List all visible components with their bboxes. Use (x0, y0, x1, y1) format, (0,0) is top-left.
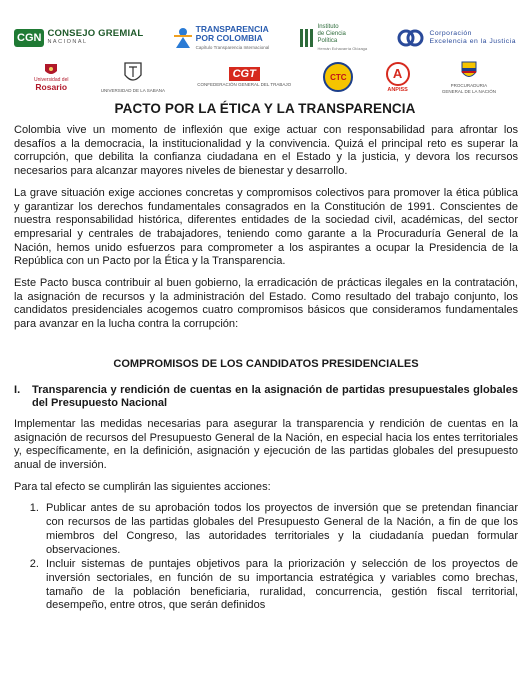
rosario-caption: Universidad del (34, 76, 69, 83)
icp-caption: Hernán Echavarría Olózaga (317, 46, 368, 51)
icp-name-1: Instituto (317, 24, 339, 30)
logos-row-top (14, 22, 516, 54)
paragraph-purpose: Este Pacto busca contribuir al buen gobierno, la erradicación de prácticas ilegales en la contratación, la asignación de recursos y la administración del Estado. Como resultado del trabajo conjunto, los candidatos presidenciales acogemos cuatro compromisos básicos que consideramos fundamentales para avanzar en la lucha contra la corrupción: (14, 277, 518, 331)
cgt-mark: CGT (229, 67, 260, 81)
tpc-caption: Capítulo Transparencia Internacional (195, 44, 270, 50)
sabana-caption: UNIVERSIDAD DE LA SABANA (100, 88, 165, 93)
anpiss-logo (386, 62, 410, 93)
sabana-seal-icon (121, 61, 145, 87)
commitment-intro: Implementar las medidas necesarias para asegurar la transparencia y rendición de cuentas en la asignación de recursos del Presupuesto General de la Nación, en especial hacia los entes territoriales y, específicamente, en la definición, asignación y ejecución de las partidas globales del presupuesto anual de inversión. (14, 417, 518, 472)
procuraduria-caption-1: PROCURADURIA (450, 83, 488, 88)
section-title: COMPROMISOS DE LOS CANDIDATOS PRESIDENCIALES (113, 357, 419, 370)
procuraduria-logo (442, 60, 496, 94)
document-title: PACTO POR LA ÉTICA Y LA TRANSPARENCIA (114, 101, 416, 116)
procuraduria-shield-icon (459, 60, 479, 82)
cgn-logo (14, 29, 143, 47)
commitment-heading (14, 384, 518, 411)
rosario-logo (34, 63, 68, 92)
cgn-name: CONSEJO GREMIAL (47, 28, 144, 39)
icp-bars-icon (299, 27, 315, 49)
list-item: 2. Incluir sistemas de puntajes objetivos para la priorización y selección de los proyectos de inversión sectoriales, en función de su importancia estratégica y variables como brechas, tamaño de la población beneficiaria, ruralidad, concurrencia, gestión fiscal territorial, desempeño, entre otros, que serán definidos (42, 558, 518, 613)
cgn-subname: NACIONAL (47, 39, 88, 45)
anpiss-mark: A (386, 62, 410, 86)
sabana-logo (101, 61, 165, 93)
list-item: 1. Publicar antes de su aprobación todos los proyectos de inversión que se pretendan financiar con recursos de las partidas globales del Presupuesto General de la Nación, a fin de que los miembros del Congreso, las autoridades territoriales y la ciudadanía puedan formular observaciones. (42, 502, 518, 557)
paragraph-situation: La grave situación exige acciones concretas y compromisos colectivos para promover la ética pública y garantizar los derechos fundamentales consagrados en la Constitución de 1991. Conscientes de nuestra responsabilidad histórica, diferentes entidades de la sociedad civil, académicas, del sector empresarial y centrales de trabajadores, teniendo como garante a la Procuraduría General de la Nación, hemos unido esfuerzos para comprometer a los aspirantes a ocupar la Presidencia de la República con un Pacto por la Ética y la Transparencia. (14, 186, 518, 268)
tpc-name-2: POR COLOMBIA (195, 32, 263, 43)
tpc-name-1: TRANSPARENCIA (195, 23, 269, 34)
rosario-shield-icon (43, 63, 59, 77)
paragraph-intro: Colombia vive un momento de inflexión que exige actuar con responsabilidad para afrontar los desafíos a la democracia, la institucionalidad y la convivencia. Quizá el principal reto es superar la corrupción, que debilita la confianza ciudadana en el Estado y la justicia, y devora los recursos necesarios para alcanzar mayores niveles de bienestar y desarrollo. (14, 124, 518, 178)
logos-row-bottom (14, 58, 516, 96)
document-body (14, 124, 518, 614)
cgt-logo (197, 67, 291, 87)
commitment-number: I. (14, 383, 21, 396)
cgn-mark: CGN (14, 29, 44, 47)
cej-rings-icon (396, 28, 426, 48)
icp-name-2: de Ciencia (317, 31, 346, 37)
ctc-logo (323, 62, 353, 92)
commitment-lead: Para tal efecto se cumplirán las siguientes acciones: (14, 480, 271, 493)
commitment-title: Transparencia y rendición de cuentas en la asignación de partidas presupuestales globales del Presupuesto Nacional (32, 383, 518, 410)
cej-name-2: Excelencia en la Justicia (429, 38, 516, 45)
ctc-mark: CTC (323, 62, 353, 92)
icp-name-3: Política (317, 38, 338, 44)
cej-logo (396, 28, 516, 48)
transparencia-figure-icon (173, 26, 193, 50)
rosario-name: Rosario (35, 81, 68, 92)
cej-name-1: Corporación (429, 30, 472, 37)
actions-list (14, 502, 518, 613)
icp-logo (299, 24, 368, 52)
cgt-caption: CONFEDERACIÓN GENERAL DEL TRABAJO (197, 82, 292, 87)
procuraduria-caption-2: GENERAL DE LA NACIÓN (441, 89, 496, 94)
anpiss-name: ANPISS (387, 86, 408, 93)
transparencia-logo (173, 25, 270, 52)
